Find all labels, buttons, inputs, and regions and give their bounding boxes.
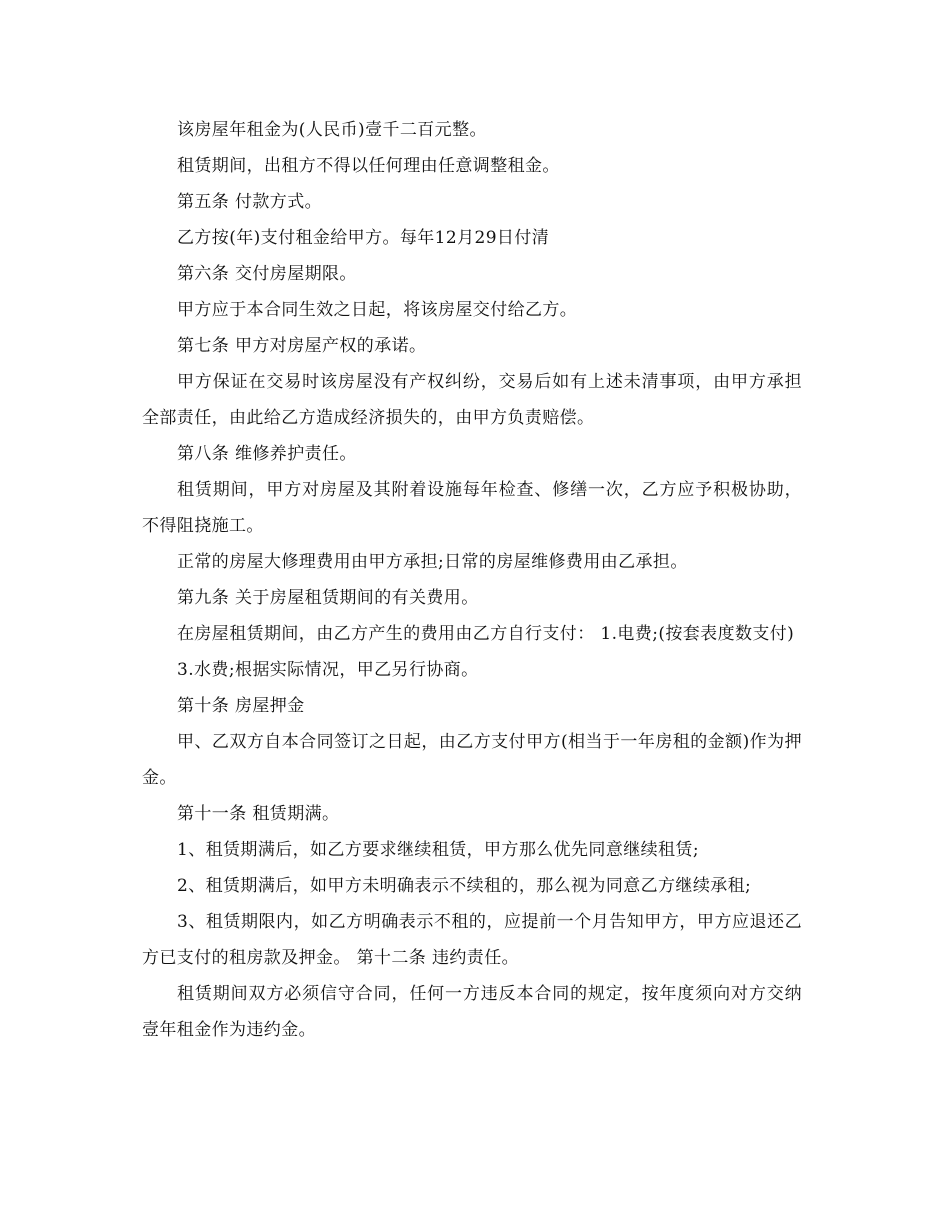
paragraph-maintenance: 租赁期间，甲方对房屋及其附着设施每年检查、修缮一次，乙方应予积极协助，不得阻挠施工。 [142, 480, 802, 536]
paragraph-property-guarantee: 甲方保证在交易时该房屋没有产权纠纷，交易后如有上述未清事项，由甲方承担全部责任，由此给乙方造成经济损失的，由甲方负责赔偿。 [142, 372, 802, 428]
document-body [142, 112, 802, 1048]
paragraph-rent-adjustment: 租赁期间，出租方不得以任何理由任意调整租金。 [177, 156, 560, 176]
heading-article-11: 第十一条 租赁期满。 [177, 804, 340, 824]
heading-article-9: 第九条 关于房屋租赁期间的有关费用。 [177, 588, 479, 608]
heading-article-6: 第六条 交付房屋期限。 [177, 264, 357, 284]
heading-article-10: 第十条 房屋押金 [177, 696, 305, 716]
paragraph-expiry-2: 2、租赁期满后，如甲方未明确表示不续租的，那么视为同意乙方继续承租; [177, 876, 752, 896]
heading-article-8: 第八条 维修养护责任。 [177, 444, 357, 464]
heading-article-7: 第七条 甲方对房屋产权的承诺。 [177, 336, 427, 356]
paragraph-repair-costs: 正常的房屋大修理费用由甲方承担;日常的房屋维修费用由乙承担。 [177, 552, 688, 572]
paragraph-expiry-1: 1、租赁期满后，如乙方要求继续租赁，甲方那么优先同意继续租赁; [177, 840, 699, 860]
paragraph-annual-rent: 该房屋年租金为(人民币)壹千二百元整。 [177, 120, 487, 140]
paragraph-expiry-3: 3、租赁期限内，如乙方明确表示不租的，应提前一个月告知甲方，甲方应退还乙方已支付的租房款及押金。 第十二条 违约责任。 [142, 912, 802, 968]
paragraph-water-fee: 3.水费;根据实际情况，甲乙另行协商。 [177, 660, 479, 680]
paragraph-expenses: 在房屋租赁期间，由乙方产生的费用由乙方自行支付： 1.电费;(按套表度数支付) [177, 624, 795, 644]
paragraph-payment-terms: 乙方按(年)支付租金给甲方。每年12月29日付清 [177, 228, 550, 248]
heading-article-5: 第五条 付款方式。 [177, 192, 323, 212]
paragraph-deposit: 甲、乙双方自本合同签订之日起，由乙方支付甲方(相当于一年房租的金额)作为押金。 [142, 732, 802, 788]
paragraph-breach: 租赁期间双方必须信守合同，任何一方违反本合同的规定，按年度须向对方交纳壹年租金作为违约金。 [142, 984, 802, 1040]
paragraph-delivery: 甲方应于本合同生效之日起，将该房屋交付给乙方。 [177, 300, 578, 320]
